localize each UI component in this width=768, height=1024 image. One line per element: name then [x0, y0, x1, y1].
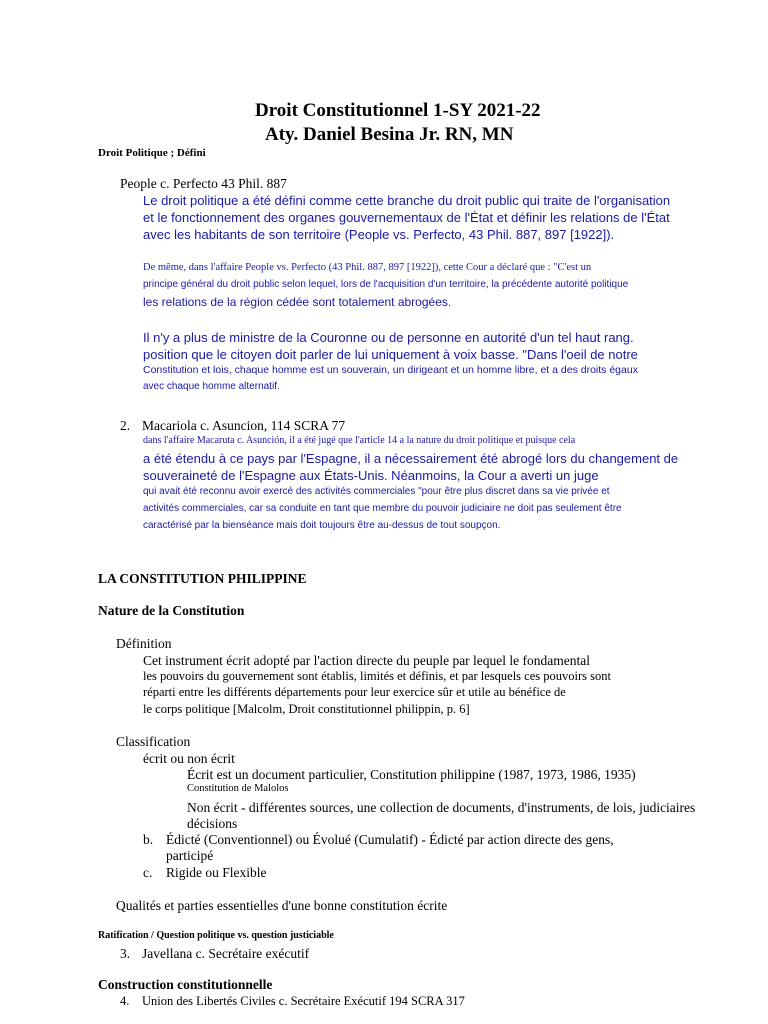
case-civil-liberties-union: Union des Libertés Civiles c. Secrétaire Exécutif 194 SCRA 317 [142, 994, 465, 1008]
section-heading-droit-politique: Droit Politique ; Défini [98, 147, 206, 159]
paragraph-line: dans l'affaire Macaruta c. Asunción, il a été jugé que l'article 14 a la nature du droit politique et puisque cela [143, 435, 576, 446]
paragraph-line: les relations de la région cédée sont totalement abrogées. [143, 295, 452, 309]
list-number: 2. [120, 418, 131, 433]
case-javellana: Javellana c. Secrétaire exécutif [142, 946, 310, 961]
classification-enacted-cont: participé [166, 848, 214, 863]
paragraph-line: De même, dans l'affaire People vs. Perfecto (43 Phil. 887, 897 [1922]), cette Cour a déclaré que : "C'est un [143, 262, 592, 273]
section-heading-constitution: LA CONSTITUTION PHILIPPINE [98, 571, 307, 586]
paragraph-line: activités commerciales, car sa conduite en tant que membre du pouvoir judiciaire ne doit pas seulement être [143, 503, 622, 514]
paragraph-line: qui avait été reconnu avoir exercé des activités commerciales "pour être plus discret dans sa vie privée et [143, 486, 610, 497]
ratification-heading: Ratification / Question politique vs. question justiciable [98, 930, 334, 941]
unwritten-definition: Non écrit - différentes sources, une collection de documents, d'instruments, de lois, judiciaires [187, 800, 696, 815]
paragraph-line: souveraineté de l'Espagne aux États-Unis. Néanmoins, la Cour a averti un juge [143, 468, 599, 483]
definition-line: Cet instrument écrit adopté par l'action directe du peuple par lequel le fondamental [143, 653, 591, 668]
list-letter: c. [143, 865, 153, 880]
construction-heading: Construction constitutionnelle [98, 977, 273, 992]
unwritten-definition-cont: décisions [187, 816, 238, 831]
paragraph-line: Il n'y a plus de ministre de la Couronne ou de personne en autorité d'un tel haut rang. [143, 330, 634, 345]
list-letter: b. [143, 832, 154, 847]
case-people-v-perfecto: People c. Perfecto 43 Phil. 887 [120, 176, 287, 191]
paragraph-line: et le fonctionnement des organes gouvernementaux de l'État et définir les relations de l'État [143, 210, 670, 225]
paragraph-line: avec les habitants de son territoire (People vs. Perfecto, 43 Phil. 887, 897 [1922]). [143, 227, 615, 242]
paragraph-line: Le droit politique a été défini comme cette branche du droit public qui traite de l'organisation [143, 193, 671, 208]
classification-label: Classification [116, 734, 191, 749]
written-definition: Écrit est un document particulier, Constitution philippine (1987, 1973, 1986, 1935) [187, 767, 636, 782]
classification-written-unwritten: écrit ou non écrit [143, 751, 235, 766]
classification-rigid-flexible: Rigide ou Flexible [166, 865, 267, 880]
classification-enacted-evolved: Édicté (Conventionnel) ou Évolué (Cumulatif) - Édicté par action directe des gens, [166, 832, 614, 847]
list-number: 3. [120, 946, 131, 961]
paragraph-line: position que le citoyen doit parler de lui uniquement à voix basse. "Dans l'oeil de notre [143, 347, 638, 362]
paragraph-line: Constitution et lois, chaque homme est un souverain, un dirigeant et un homme libre, et a des droits égaux [143, 364, 638, 376]
definition-line: réparti entre les différents départements pour leur exercice sûr et utile au bénéfice de [143, 685, 566, 699]
document-title: Droit Constitutionnel 1-SY 2021-22 [255, 100, 541, 121]
definition-line: le corps politique [Malcolm, Droit constitutionnel philippin, p. 6] [143, 702, 470, 716]
subheading-nature: Nature de la Constitution [98, 603, 245, 618]
list-number: 4. [120, 994, 130, 1008]
paragraph-line: a été étendu à ce pays par l'Espagne, il a nécessairement été abrogé lors du changement de [143, 451, 679, 466]
document-author: Aty. Daniel Besina Jr. RN, MN [265, 124, 514, 145]
paragraph-line: avec chaque homme alternatif. [143, 381, 280, 392]
case-macariola-v-asuncion: Macariola c. Asuncion, 114 SCRA 77 [142, 418, 346, 433]
definition-label: Définition [116, 636, 172, 651]
definition-line: les pouvoirs du gouvernement sont établis, limités et définis, et par lesquels ces pouvoirs sont [143, 669, 611, 683]
malolos-constitution: Constitution de Malolos [187, 783, 289, 794]
paragraph-line: principe général du droit public selon lequel, lors de l'acquisition d'un territoire, la précédente autorité politique [143, 279, 629, 290]
paragraph-line: caractérisé par la bienséance mais doit toujours être au-dessus de tout soupçon. [143, 520, 501, 531]
qualities-heading: Qualités et parties essentielles d'une bonne constitution écrite [116, 898, 448, 913]
